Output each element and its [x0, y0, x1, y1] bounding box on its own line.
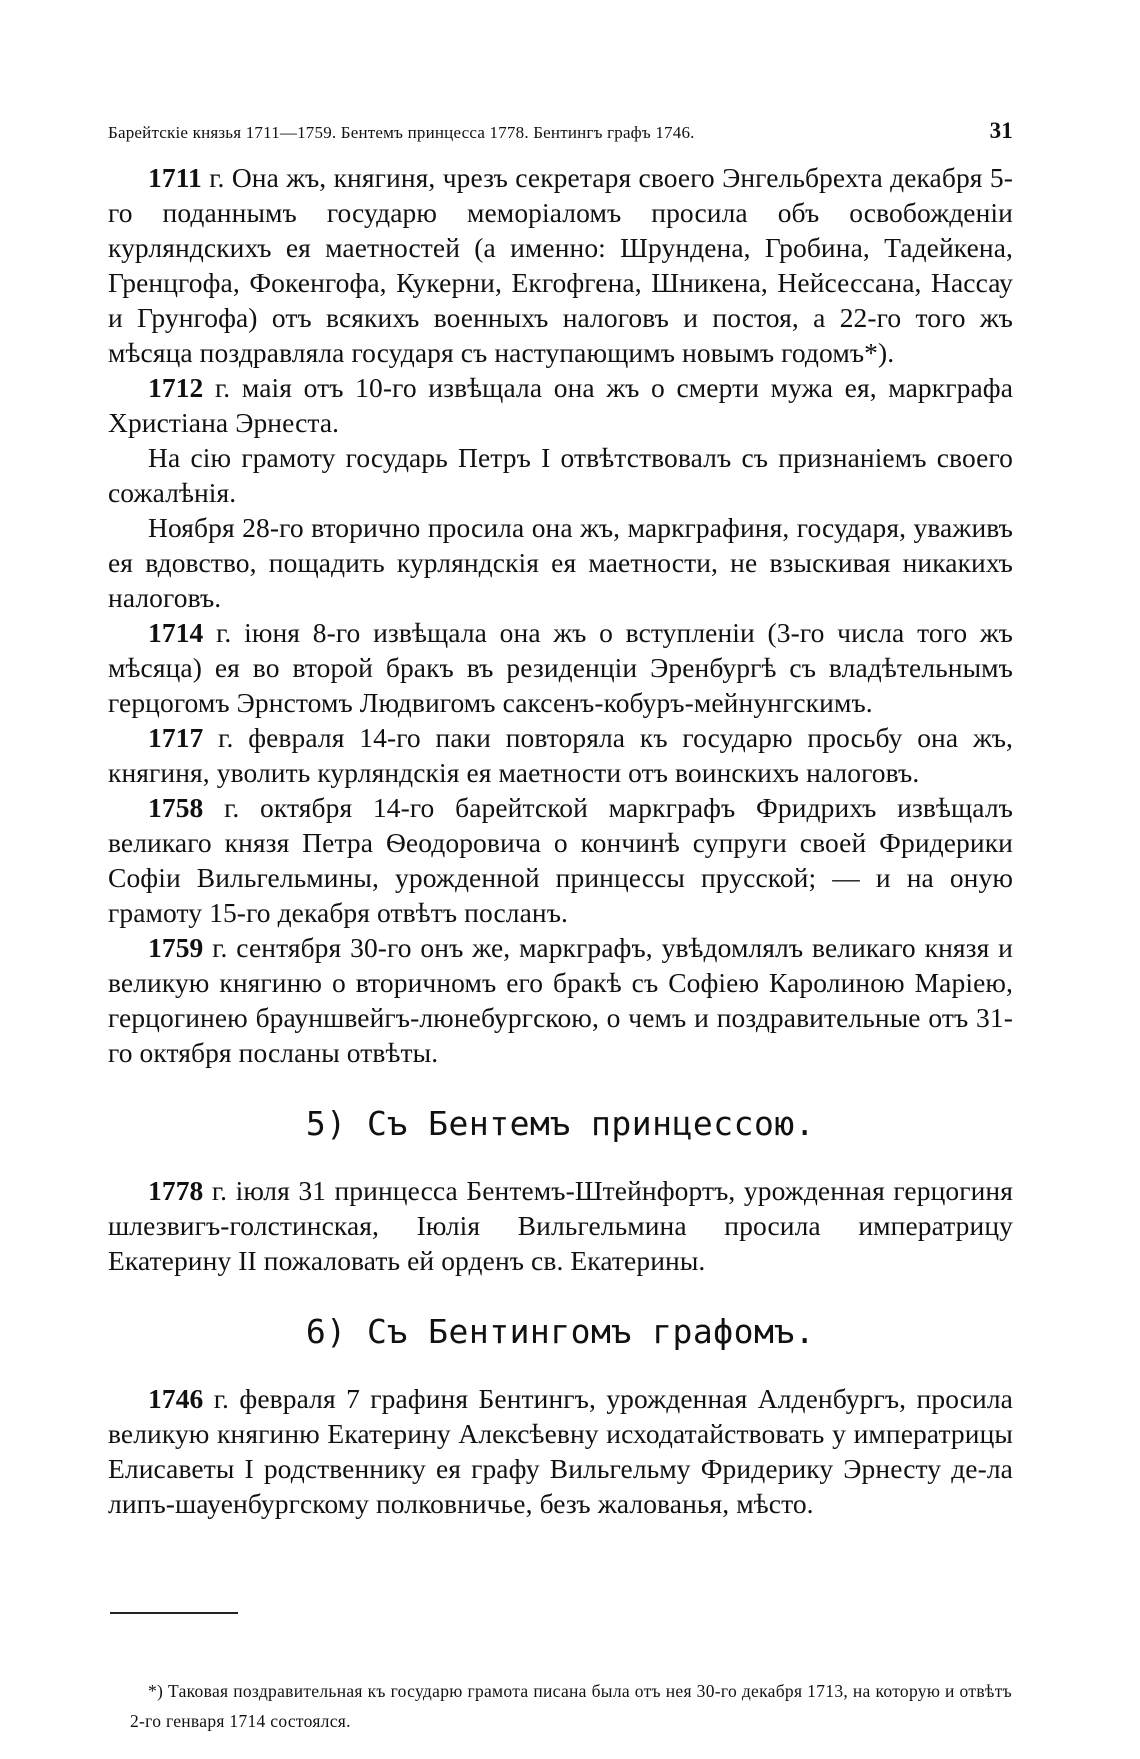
running-header	[108, 118, 1013, 144]
entry-1712	[108, 370, 1013, 440]
footnote: *) Таковая поздравительная къ государю грамота писана была отъ нея 30-го декабря 1713, на которую и отвѣтъ 2-го генваря 1714 состоялся.	[130, 1681, 1012, 1731]
entry-november	[108, 510, 1013, 615]
footnote-rule	[110, 1612, 238, 1614]
entry-year: 1746	[148, 1383, 204, 1414]
entry-text: г. февраля 14-го паки повторяла къ государю просьбу она жъ, княгиня, уволить курляндскія ея маетности отъ воинскихъ налоговъ.	[108, 722, 1013, 788]
section-heading-bentinck: 6) Съ Бентингомъ графомъ.	[305, 1312, 816, 1351]
entry-1746	[108, 1381, 1013, 1521]
entry-text: г. февраля 7 графиня Бентингъ, урожденная Алденбургъ, просила великую княгиню Екатерину Алексѣевну исходатайствовать у императрицы Елисаветы I родственнику ея графу Вильгельму Фридерику Эрнесту де-ла липъ-шауенбургскому полковничье, безъ жалованья, мѣсто.	[108, 1383, 1013, 1519]
entry-text: Ноября 28-го вторично просила она жъ, маркграфиня, государя, уваживъ ея вдовство, пощадить курляндскія ея маетности, не взыскивая никакихъ налоговъ.	[108, 512, 1013, 613]
entry-year: 1711	[148, 162, 202, 193]
entry-text: г. іюня 8-го извѣщала она жъ о вступленіи (3-го числа того жъ мѣсяца) ея во второй бракъ въ резиденціи Эренбургѣ съ владѣтельнымъ герцогомъ Эрнстомъ Людвигомъ саксенъ-кобуръ-мейнунгскимъ.	[108, 617, 1013, 718]
entry-year: 1712	[148, 372, 204, 403]
entry-text: г. іюля 31 принцесса Бентемъ-Штейнфортъ, урожденная герцогиня шлезвигъ-голстинская, Іюлія Вильгельмина просила императрицу Екатерину II пожаловать ей орденъ св. Екатерины.	[108, 1175, 1013, 1276]
entry-year: 1717	[148, 722, 204, 753]
entry-year: 1759	[148, 932, 204, 963]
entry-year: 1714	[148, 617, 204, 648]
section-heading-bentem: 5) Съ Бентемъ принцессою.	[305, 1104, 816, 1143]
entry-1714	[108, 615, 1013, 720]
entry-1759	[108, 930, 1013, 1070]
entry-reply	[108, 440, 1013, 510]
entry-1717	[108, 720, 1013, 790]
page	[108, 118, 1013, 1521]
entry-1778	[108, 1173, 1013, 1278]
entry-year: 1758	[148, 792, 204, 823]
entry-1758	[108, 790, 1013, 930]
entry-text: г. октября 14-го барейтской маркграфъ Фридрихъ извѣщалъ великаго князя Петра Ѳеодоровича о кончинѣ супруги своей Фридерики Софіи Вильгельмины, урожденной принцессы прусской; — и на оную грамоту 15-го декабря отвѣтъ посланъ.	[108, 792, 1013, 928]
running-title: Барейтскіе князья 1711—1759. Бентемъ принцесса 1778. Бентингъ графъ 1746.	[108, 123, 695, 142]
entry-year: 1778	[148, 1175, 204, 1206]
entry-text: г. Она жъ, княгиня, чрезъ секретаря своего Энгельбрехта декабря 5-го поданнымъ государю меморіаломъ просила объ освобожденіи курляндскихъ ея маетностей (а именно: Шрундена, Гробина, Тадейкена, Гренцгофа, Фокенгофа, Кукерни, Екгофгена, Шникена, Нейсессана, Нассау и Грунгофа) отъ всякихъ военныхъ налоговъ и постоя, а 22-го того жъ мѣсяца поздравляла государя съ наступающимъ новымъ годомъ*).	[108, 162, 1013, 368]
entry-1711	[108, 160, 1013, 370]
entry-text: На сію грамоту государь Петръ I отвѣтствовалъ съ признаніемъ своего сожалѣнія.	[108, 442, 1013, 508]
page-number: 31	[989, 118, 1013, 143]
entry-text: г. маія отъ 10-го извѣщала она жъ о смерти мужа ея, маркграфа Христіана Эрнеста.	[108, 372, 1013, 438]
entry-text: г. сентября 30-го онъ же, маркграфъ, увѣдомлялъ великаго князя и великую княгиню о вторичномъ его бракѣ съ Софіею Каролиною Маріею, герцогинею брауншвейгъ-люнебургскою, о чемъ и поздравительные отъ 31-го октября посланы отвѣты.	[108, 932, 1013, 1068]
